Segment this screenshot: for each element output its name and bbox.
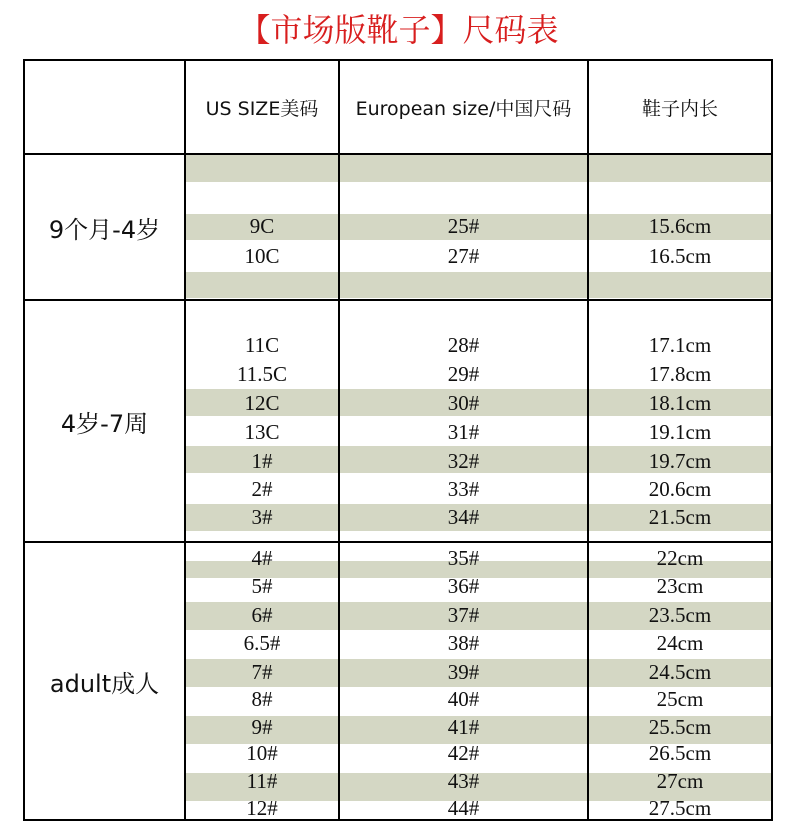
us-size-cell: 11#: [246, 769, 278, 793]
group-label: 9个月-4岁: [48, 215, 161, 244]
us-size-cell: 9C: [249, 214, 275, 238]
european-size-cell: 43#: [447, 769, 480, 793]
shoe-length-cell: 24cm: [656, 631, 704, 655]
us-size-cell: 10C: [244, 244, 280, 268]
us-size-cell: 11.5C: [237, 362, 287, 386]
european-size-cell: 33#: [447, 477, 480, 501]
us-size-cell: 1#: [251, 449, 273, 473]
shoe-length-cell: 18.1cm: [648, 391, 712, 415]
shoe-length-cell: 15.6cm: [648, 214, 712, 238]
shoe-length-cell: 24.5cm: [648, 660, 712, 684]
european-size-cell: 31#: [447, 420, 480, 444]
us-size-cell: 12#: [246, 796, 278, 820]
us-size-cell: 2#: [251, 477, 273, 501]
shoe-length-cell: 17.1cm: [648, 333, 712, 357]
shoe-length-cell: 19.1cm: [648, 420, 712, 444]
shoe-length-cell: 23.5cm: [648, 603, 712, 627]
us-size-cell: 10#: [246, 741, 278, 765]
us-size-cell: 9#: [251, 715, 273, 739]
european-size-cell: 37#: [447, 603, 480, 627]
us-size-cell: 6#: [251, 603, 273, 627]
shoe-length-cell: 16.5cm: [648, 244, 712, 268]
european-size-cell: 25#: [447, 214, 480, 238]
us-size-cell: 6.5#: [243, 631, 281, 655]
european-size-cell: 41#: [447, 715, 480, 739]
group-label: 4岁-7周: [60, 409, 149, 438]
row-stripe: [186, 272, 771, 298]
header-empty-cell: [25, 61, 184, 153]
european-size-cell: 44#: [447, 796, 480, 820]
header-shoe-length: 鞋子内长: [641, 97, 718, 120]
us-size-cell: 7#: [251, 660, 273, 684]
row-stripe: [186, 155, 771, 182]
group-label: adult成人: [49, 669, 160, 698]
us-size-cell: 11C: [244, 333, 280, 357]
us-size-cell: 12C: [244, 391, 280, 415]
page-title: 【市场版靴子】尺码表: [238, 11, 559, 49]
european-size-cell: 27#: [447, 244, 480, 268]
shoe-length-cell: 23cm: [656, 574, 704, 598]
shoe-length-cell: 27cm: [656, 769, 704, 793]
european-size-cell: 32#: [447, 449, 480, 473]
shoe-length-cell: 27.5cm: [648, 796, 712, 820]
shoe-length-cell: 17.8cm: [648, 362, 712, 386]
shoe-length-cell: 25cm: [656, 687, 704, 711]
shoe-length-cell: 22cm: [656, 546, 704, 570]
european-size-cell: 39#: [447, 660, 480, 684]
us-size-cell: 4#: [251, 546, 273, 570]
shoe-length-cell: 21.5cm: [648, 505, 712, 529]
european-size-cell: 28#: [447, 333, 480, 357]
us-size-cell: 3#: [251, 505, 273, 529]
us-size-cell: 8#: [251, 687, 273, 711]
european-size-cell: 38#: [447, 631, 480, 655]
header-european-size: European size/中国尺码: [355, 97, 572, 120]
us-size-cell: 5#: [251, 574, 273, 598]
header-us-size: US SIZE美码: [205, 97, 319, 120]
european-size-cell: 29#: [447, 362, 480, 386]
size-chart-table: [23, 59, 773, 821]
european-size-cell: 30#: [447, 391, 480, 415]
shoe-length-cell: 19.7cm: [648, 449, 712, 473]
shoe-length-cell: 25.5cm: [648, 715, 712, 739]
us-size-cell: 13C: [244, 420, 280, 444]
european-size-cell: 36#: [447, 574, 480, 598]
european-size-cell: 35#: [447, 546, 480, 570]
shoe-length-cell: 20.6cm: [648, 477, 712, 501]
european-size-cell: 42#: [447, 741, 480, 765]
european-size-cell: 34#: [447, 505, 480, 529]
shoe-length-cell: 26.5cm: [648, 741, 712, 765]
european-size-cell: 40#: [447, 687, 480, 711]
